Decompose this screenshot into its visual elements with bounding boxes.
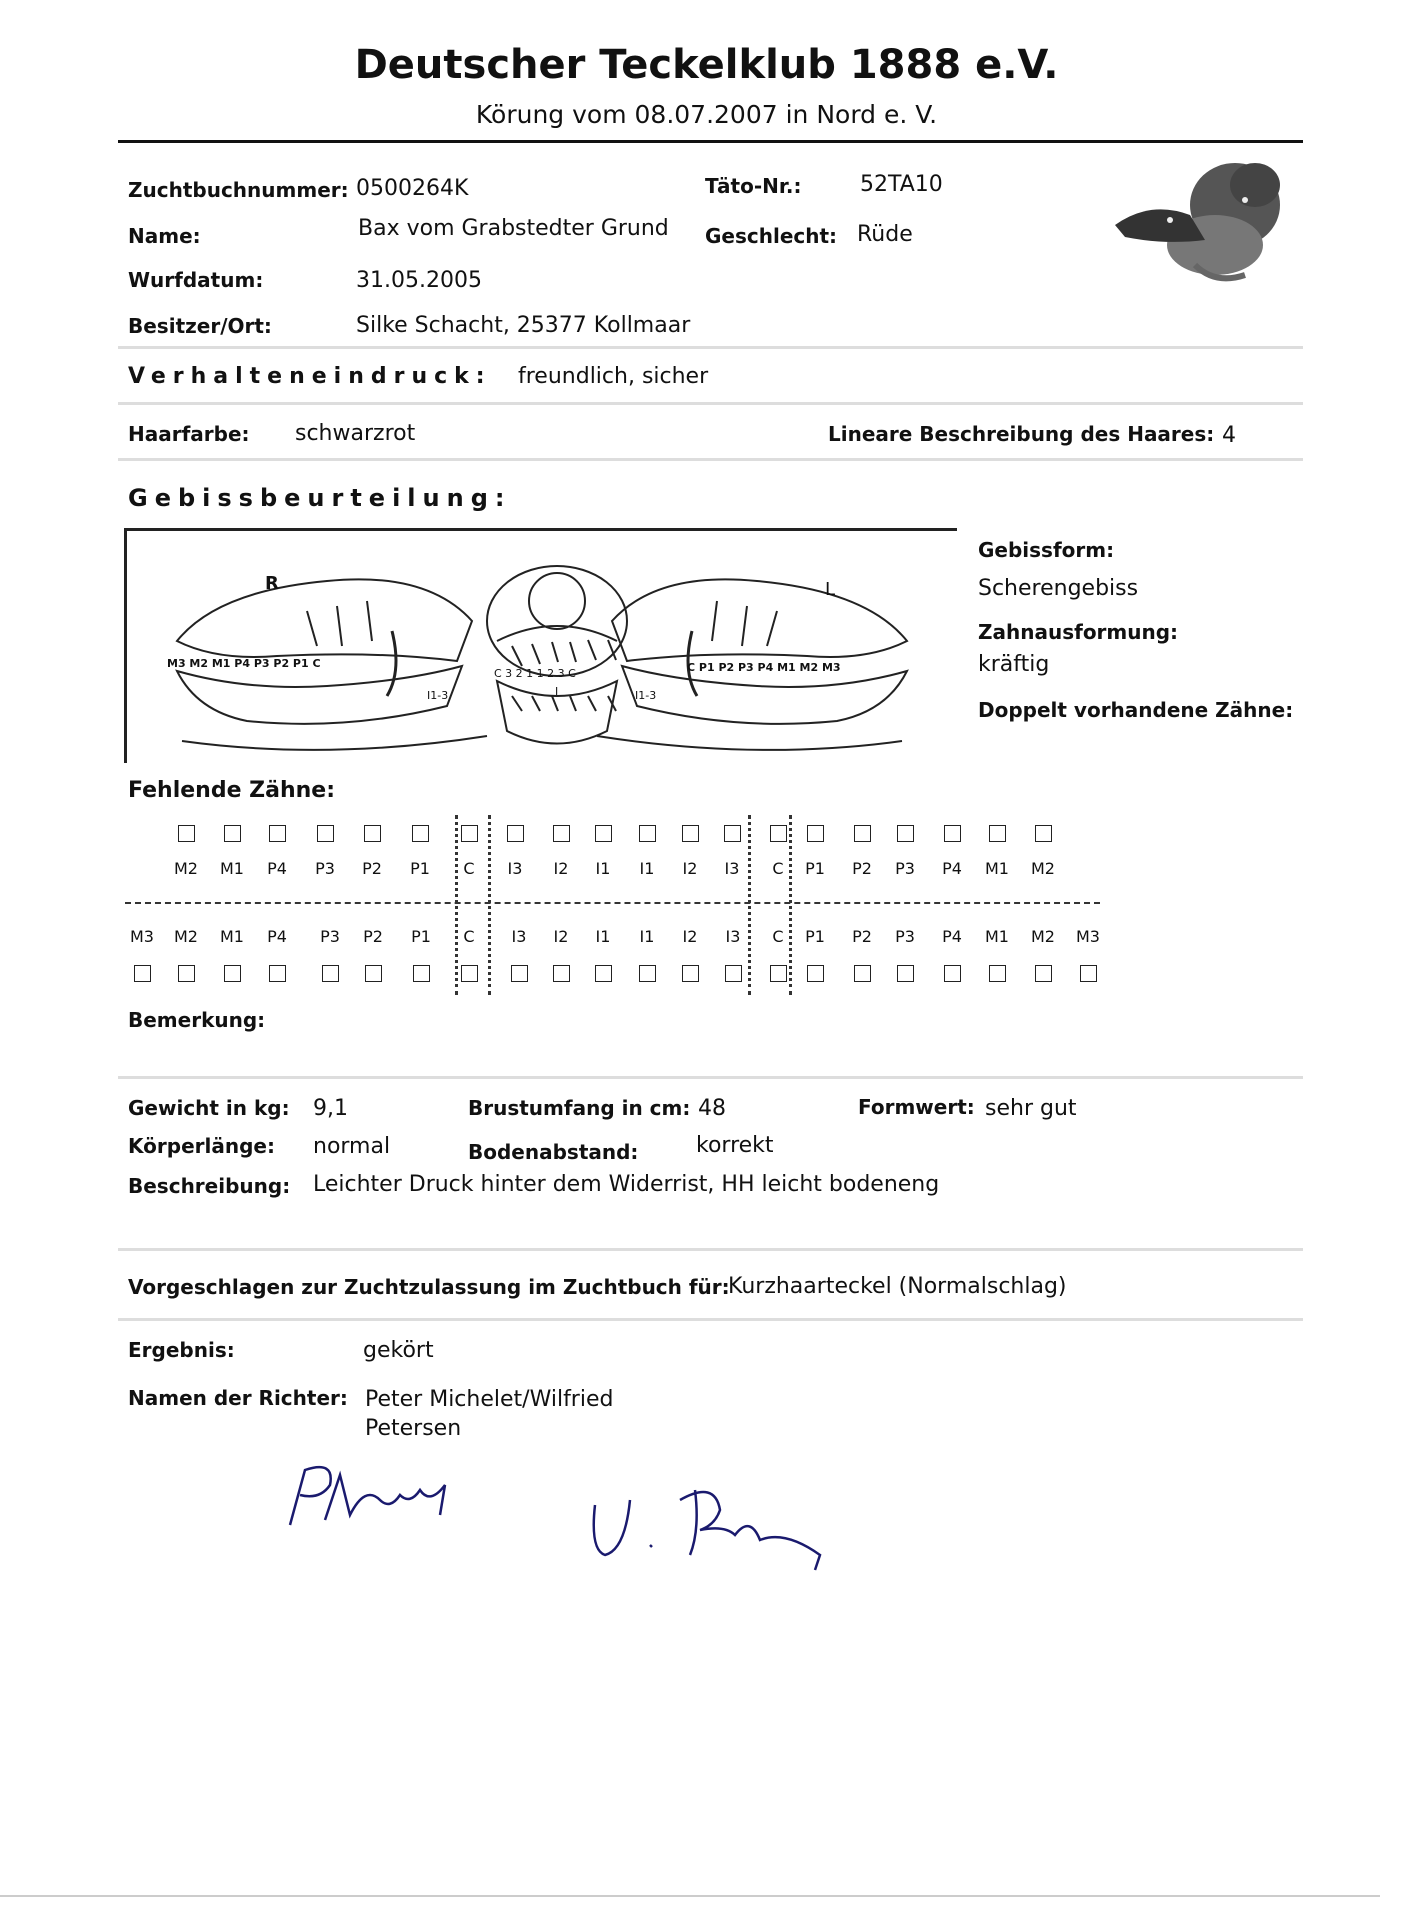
lower-tooth-checkbox-i2[interactable]	[682, 965, 699, 982]
upper-tooth-label-p4: P4	[267, 859, 287, 878]
besitzer-label: Besitzer/Ort:	[128, 314, 272, 338]
upper-tooth-label-p3: P3	[315, 859, 335, 878]
bodenabstand-label: Bodenabstand:	[468, 1140, 639, 1164]
upper-tooth-label-p3: P3	[895, 859, 915, 878]
right-incisor-label: I1-3	[635, 689, 657, 702]
gebiss-heading: Gebissbeurteilung:	[128, 484, 512, 512]
zuchtbuch-value: 0500264K	[356, 176, 469, 201]
divider	[118, 402, 1303, 405]
lower-tooth-label-i1: I1	[639, 927, 655, 946]
jaw-separator	[125, 902, 1100, 904]
ergebnis-label: Ergebnis:	[128, 1338, 235, 1362]
taeto-value: 52TA10	[860, 172, 943, 197]
lower-tooth-checkbox-p2[interactable]	[365, 965, 382, 982]
bodenabstand-value: korrekt	[696, 1133, 774, 1158]
divider	[118, 1318, 1303, 1321]
lower-tooth-checkbox-m3[interactable]	[134, 965, 151, 982]
lower-tooth-label-p4: P4	[267, 927, 287, 946]
left-jaw-teeth-labels: M3 M2 M1 P4 P3 P2 P1 C	[167, 657, 321, 670]
name-label: Name:	[128, 224, 201, 248]
gebissform-label: Gebissform:	[978, 538, 1115, 562]
lower-tooth-label-p3: P3	[895, 927, 915, 946]
koerperlaenge-value: normal	[313, 1134, 391, 1159]
lower-tooth-label-c: C	[463, 927, 475, 946]
right-jaw-teeth-labels: C P1 P2 P3 P4 M1 M2 M3	[687, 661, 841, 674]
signature-petersen	[585, 1470, 825, 1580]
upper-tooth-label-p4: P4	[942, 859, 962, 878]
verhalten-label: Verhalteneindruck:	[128, 364, 492, 389]
lower-tooth-checkbox-i3[interactable]	[511, 965, 528, 982]
lower-tooth-checkbox-m2[interactable]	[178, 965, 195, 982]
lower-tooth-label-p2: P2	[363, 927, 383, 946]
lower-tooth-checkbox-p4[interactable]	[944, 965, 961, 982]
upper-tooth-checkbox-i2[interactable]	[682, 825, 699, 842]
beschreibung-value: Leichter Druck hinter dem Widerrist, HH leicht bodeneng	[313, 1172, 940, 1197]
lower-tooth-label-p1: P1	[805, 927, 825, 946]
front-teeth-labels: C 3 2 1 1 2 3 C	[494, 667, 576, 680]
upper-tooth-checkbox-p2[interactable]	[364, 825, 381, 842]
divider	[118, 1248, 1303, 1251]
koerperlaenge-label: Körperlänge:	[128, 1134, 275, 1158]
brustumfang-label: Brustumfang in cm:	[468, 1096, 691, 1120]
wurfdatum-label: Wurfdatum:	[128, 268, 264, 292]
haarfarbe-value: schwarzrot	[295, 421, 416, 446]
lower-tooth-checkbox-p4[interactable]	[269, 965, 286, 982]
lower-tooth-checkbox-i2[interactable]	[553, 965, 570, 982]
lower-tooth-label-i2: I2	[682, 927, 698, 946]
upper-tooth-label-m1: M1	[985, 859, 1009, 878]
lower-tooth-checkbox-i1[interactable]	[595, 965, 612, 982]
gebissform-value: Scherengebiss	[978, 576, 1139, 601]
upper-tooth-checkbox-c[interactable]	[770, 825, 787, 842]
name-value: Bax vom Grabstedter Grund	[358, 216, 669, 241]
lower-tooth-label-p1: P1	[411, 927, 431, 946]
formwert-value: sehr gut	[985, 1096, 1077, 1121]
upper-tooth-label-c: C	[463, 859, 475, 878]
lower-tooth-checkbox-m1[interactable]	[224, 965, 241, 982]
upper-tooth-checkbox-i1[interactable]	[595, 825, 612, 842]
upper-tooth-checkbox-p3[interactable]	[317, 825, 334, 842]
canine-divider	[488, 815, 491, 995]
linear-label: Lineare Beschreibung des Haares:	[828, 422, 1215, 446]
lower-tooth-checkbox-c[interactable]	[461, 965, 478, 982]
dental-diagram	[124, 528, 957, 763]
upper-tooth-checkbox-m2[interactable]	[178, 825, 195, 842]
lower-tooth-label-i2: I2	[553, 927, 569, 946]
document-title: Deutscher Teckelklub 1888 e.V.	[354, 42, 1059, 88]
beschreibung-label: Beschreibung:	[128, 1174, 291, 1198]
upper-tooth-label-p2: P2	[362, 859, 382, 878]
lower-tooth-label-m2: M2	[1031, 927, 1055, 946]
zahnausformung-label: Zahnausformung:	[978, 620, 1179, 644]
upper-tooth-label-p2: P2	[852, 859, 872, 878]
front-incisor-label: I	[555, 685, 559, 698]
upper-tooth-checkbox-p2[interactable]	[854, 825, 871, 842]
gewicht-value: 9,1	[313, 1096, 348, 1121]
lower-tooth-checkbox-p1[interactable]	[413, 965, 430, 982]
right-side-label: R	[265, 573, 279, 594]
upper-tooth-checkbox-i2[interactable]	[553, 825, 570, 842]
canine-divider	[789, 815, 792, 995]
upper-tooth-label-c: C	[772, 859, 784, 878]
lower-tooth-checkbox-m2[interactable]	[1035, 965, 1052, 982]
upper-tooth-label-m2: M2	[1031, 859, 1055, 878]
lower-tooth-checkbox-c[interactable]	[770, 965, 787, 982]
upper-tooth-checkbox-p4[interactable]	[944, 825, 961, 842]
formwert-label: Formwert:	[858, 1095, 975, 1119]
zuchtbuch-label: Zuchtbuchnummer:	[128, 178, 349, 202]
lower-tooth-label-p3: P3	[320, 927, 340, 946]
lower-tooth-label-m1: M1	[220, 927, 244, 946]
divider	[118, 1076, 1303, 1079]
lower-tooth-checkbox-i1[interactable]	[639, 965, 656, 982]
besitzer-value: Silke Schacht, 25377 Kollmaar	[356, 313, 691, 338]
lower-tooth-checkbox-p3[interactable]	[322, 965, 339, 982]
zahnausformung-value: kräftig	[978, 652, 1050, 677]
fehlende-heading: Fehlende Zähne:	[128, 778, 336, 803]
upper-tooth-checkbox-i3[interactable]	[724, 825, 741, 842]
zulassung-label: Vorgeschlagen zur Zuchtzulassung im Zuchtbuch für:	[128, 1275, 730, 1299]
left-incisor-label: I1-3	[427, 689, 449, 702]
dachshund-logo	[1095, 145, 1295, 295]
richter-value-line1: Peter Michelet/Wilfried	[365, 1387, 614, 1412]
brustumfang-value: 48	[698, 1096, 726, 1121]
lower-tooth-label-i3: I3	[725, 927, 741, 946]
upper-tooth-label-p1: P1	[805, 859, 825, 878]
wurfdatum-value: 31.05.2005	[356, 268, 482, 293]
zulassung-value: Kurzhaarteckel (Normalschlag)	[728, 1274, 1067, 1299]
upper-tooth-label-i3: I3	[724, 859, 740, 878]
lower-tooth-label-i3: I3	[511, 927, 527, 946]
upper-tooth-label-i3: I3	[507, 859, 523, 878]
canine-divider	[455, 815, 458, 995]
upper-tooth-checkbox-m1[interactable]	[224, 825, 241, 842]
taeto-label: Täto-Nr.:	[705, 174, 802, 198]
haarfarbe-label: Haarfarbe:	[128, 422, 250, 446]
page-bottom-edge	[0, 1895, 1380, 1897]
document-subtitle: Körung vom 08.07.2007 in Nord e. V.	[475, 100, 938, 129]
lower-tooth-label-i1: I1	[595, 927, 611, 946]
richter-value-line2: Petersen	[365, 1416, 462, 1441]
upper-tooth-checkbox-p4[interactable]	[269, 825, 286, 842]
lower-tooth-label-m2: M2	[174, 927, 198, 946]
bemerkung-label: Bemerkung:	[128, 1008, 266, 1032]
header-rule	[118, 140, 1303, 143]
lower-tooth-label-m1: M1	[985, 927, 1009, 946]
upper-tooth-checkbox-p1[interactable]	[807, 825, 824, 842]
lower-tooth-checkbox-m3[interactable]	[1080, 965, 1097, 982]
upper-tooth-checkbox-p1[interactable]	[412, 825, 429, 842]
left-side-label: L	[825, 579, 836, 600]
lower-tooth-label-p2: P2	[852, 927, 872, 946]
lower-tooth-checkbox-p2[interactable]	[854, 965, 871, 982]
upper-tooth-label-i1: I1	[595, 859, 611, 878]
upper-tooth-checkbox-p3[interactable]	[897, 825, 914, 842]
upper-tooth-label-m1: M1	[220, 859, 244, 878]
upper-tooth-label-i2: I2	[682, 859, 698, 878]
upper-tooth-checkbox-i1[interactable]	[639, 825, 656, 842]
upper-tooth-label-i2: I2	[553, 859, 569, 878]
geschlecht-value: Rüde	[857, 222, 913, 247]
upper-tooth-checkbox-m2[interactable]	[1035, 825, 1052, 842]
doppelt-label: Doppelt vorhandene Zähne:	[978, 698, 1294, 722]
upper-tooth-label-m2: M2	[174, 859, 198, 878]
lower-tooth-label-m3: M3	[130, 927, 154, 946]
divider	[118, 346, 1303, 349]
upper-tooth-label-p1: P1	[410, 859, 430, 878]
upper-tooth-checkbox-i3[interactable]	[507, 825, 524, 842]
upper-tooth-checkbox-c[interactable]	[461, 825, 478, 842]
upper-tooth-checkbox-m1[interactable]	[989, 825, 1006, 842]
verhalten-value: freundlich, sicher	[518, 364, 709, 389]
ergebnis-value: gekört	[363, 1338, 434, 1363]
lower-tooth-label-m3: M3	[1076, 927, 1100, 946]
divider	[118, 458, 1303, 461]
lower-tooth-label-c: C	[772, 927, 784, 946]
signature-michelet	[280, 1455, 510, 1545]
lower-tooth-checkbox-i3[interactable]	[725, 965, 742, 982]
upper-tooth-label-i1: I1	[639, 859, 655, 878]
lower-tooth-checkbox-p1[interactable]	[807, 965, 824, 982]
linear-value: 4	[1222, 423, 1236, 448]
geschlecht-label: Geschlecht:	[705, 224, 838, 248]
lower-tooth-label-p4: P4	[942, 927, 962, 946]
canine-divider	[748, 815, 751, 995]
lower-tooth-checkbox-p3[interactable]	[897, 965, 914, 982]
lower-tooth-checkbox-m1[interactable]	[989, 965, 1006, 982]
gewicht-label: Gewicht in kg:	[128, 1096, 290, 1120]
richter-label: Namen der Richter:	[128, 1386, 348, 1410]
